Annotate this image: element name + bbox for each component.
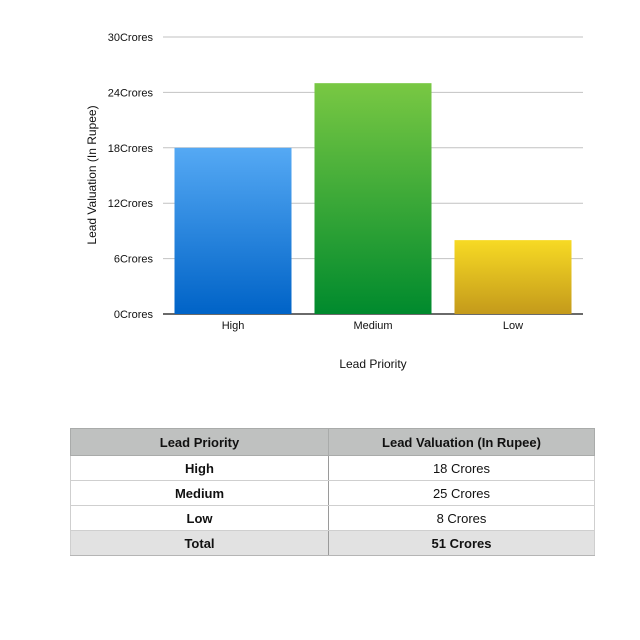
y-tick-label: 12Crores bbox=[107, 198, 153, 211]
valuation-cell: 18 Crores bbox=[329, 456, 595, 481]
table-row bbox=[71, 481, 595, 506]
bar-high bbox=[175, 148, 292, 314]
table-row bbox=[71, 456, 595, 481]
y-tick-label: 24Crores bbox=[107, 87, 153, 100]
bar-low bbox=[455, 240, 572, 314]
valuation-cell: 25 Crores bbox=[329, 481, 595, 506]
y-tick-label: 30Crores bbox=[107, 32, 153, 44]
y-axis-ticks bbox=[108, 32, 154, 321]
total-row bbox=[71, 531, 595, 556]
x-tick-label: Low bbox=[502, 320, 524, 332]
x-axis-ticks bbox=[222, 320, 523, 332]
header-lead-priority: Lead Priority bbox=[71, 429, 329, 456]
priority-cell: Low bbox=[71, 506, 329, 531]
y-axis-title: Lead Valuation (In Rupee) bbox=[85, 105, 99, 245]
priority-cell: High bbox=[71, 456, 329, 481]
valuation-cell: 8 Crores bbox=[329, 506, 595, 531]
table-row bbox=[71, 506, 595, 531]
y-tick-label: 0Crores bbox=[113, 309, 153, 321]
bars bbox=[175, 83, 572, 314]
y-tick-label: 18Crores bbox=[107, 142, 153, 155]
summary-table bbox=[70, 428, 595, 556]
bar-medium bbox=[315, 83, 432, 314]
priority-cell: Medium bbox=[71, 481, 329, 506]
x-tick-label: High bbox=[221, 320, 245, 332]
y-tick-label: 6Crores bbox=[113, 253, 153, 266]
total-label-cell: Total bbox=[71, 531, 329, 556]
x-tick-label: Medium bbox=[353, 320, 393, 332]
table-header-row bbox=[71, 429, 595, 456]
header-lead-valuation: Lead Valuation (In Rupee) bbox=[329, 429, 595, 456]
total-value-cell: 51 Crores bbox=[329, 531, 595, 556]
x-axis-title: Lead Priority bbox=[339, 357, 407, 371]
